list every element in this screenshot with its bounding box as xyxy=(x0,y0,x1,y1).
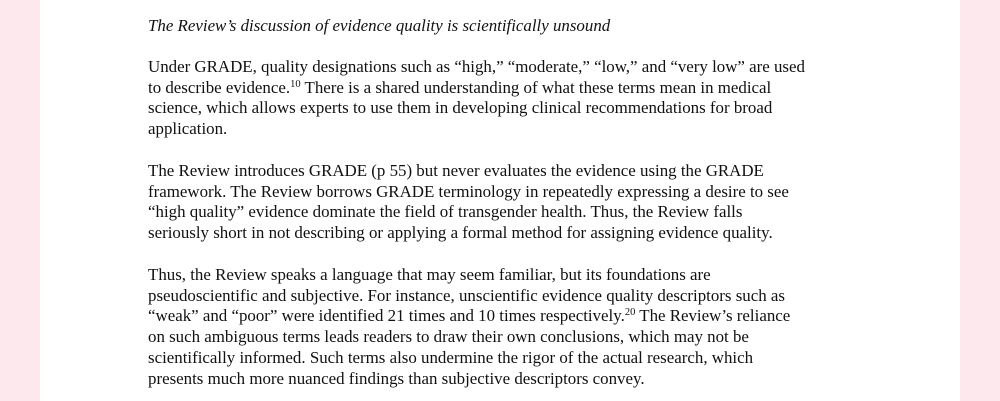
text-line: pseudoscientific and subjective. For instance, unscientific evidence quality descriptors such as xyxy=(148,285,785,305)
text-line: “high quality” evidence dominate the field of transgender health. Thus, the Review falls xyxy=(148,202,743,222)
text-line: application. xyxy=(148,119,228,139)
text-line: science, which allows experts to use them in developing clinical recommendations for broad xyxy=(148,98,773,118)
document-body xyxy=(148,16,868,401)
text-line: Thus, the Review speaks a language that may seem familiar, but its foundations are xyxy=(148,264,711,284)
text-line: The Review introduces GRADE (p 55) but never evaluates the evidence using the GRADE xyxy=(148,160,764,180)
text-line xyxy=(148,78,868,99)
footnote-reference[interactable]: 10 xyxy=(290,78,301,90)
text-line xyxy=(148,306,868,327)
paragraph-review-grade xyxy=(148,161,868,244)
footnote-reference[interactable]: 20 xyxy=(624,307,636,319)
document-page xyxy=(40,0,960,401)
text-segment: to describe evidence. xyxy=(148,77,291,97)
text-line: seriously short in not describing or applying a formal method for assigning evidence quality. xyxy=(148,223,773,243)
text-line: presents much more nuanced findings than subjective descriptors convey. xyxy=(148,368,645,388)
text-line: framework. The Review borrows GRADE terminology in repeatedly expressing a desire to see xyxy=(148,181,789,201)
paragraph-grade-definitions xyxy=(148,57,868,140)
section-heading: The Review’s discussion of evidence quality is scientifically unsound xyxy=(148,16,611,35)
text-line: scientifically informed. Such terms also undermine the rigor of the actual research, which xyxy=(148,347,754,367)
paragraph-pseudoscientific-language xyxy=(148,265,868,390)
text-segment: The Review’s reliance xyxy=(635,306,791,326)
text-line: Under GRADE, quality designations such as “high,” “moderate,” “low,” and “very low” are used xyxy=(148,56,805,76)
text-segment: “weak” and “poor” were identified 21 times and 10 times respectively. xyxy=(148,306,625,326)
text-segment: There is a shared understanding of what these terms mean in medical xyxy=(300,77,772,97)
text-line: on such ambiguous terms leads readers to draw their own conclusions, which may not be xyxy=(148,327,749,347)
